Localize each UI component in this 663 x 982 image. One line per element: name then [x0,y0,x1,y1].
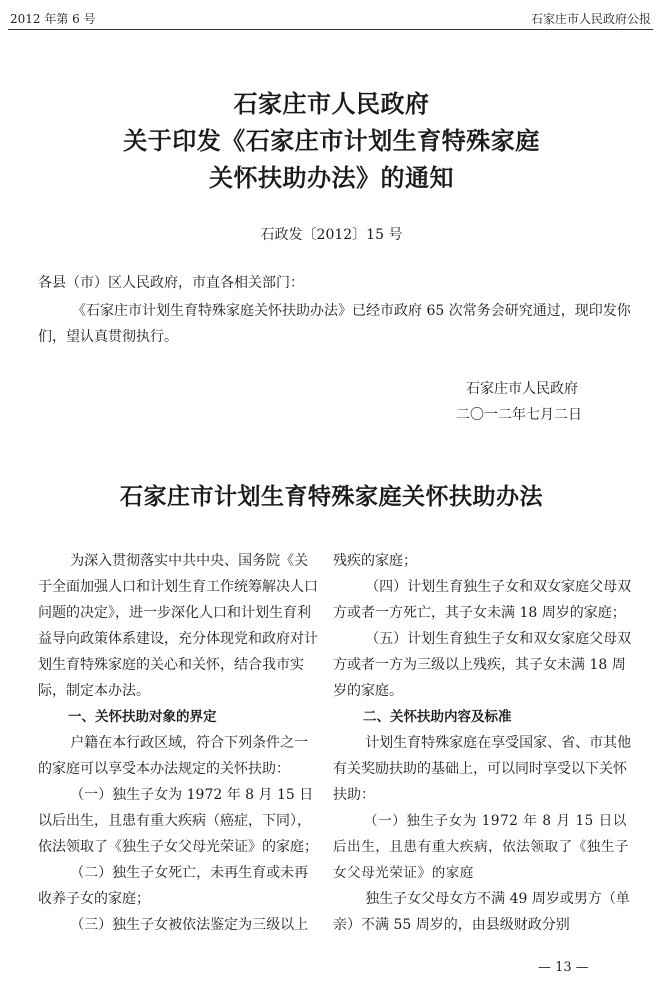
section-paragraph: 计划生育特殊家庭在享受国家、省、市其他有关奖励扶助的基础上，可以同时享受以下关怀扶助： [333,735,632,803]
notice-title [0,86,663,197]
notice-title-line: 关怀扶助办法》的通知 [209,164,454,192]
salutation: 各县（市）区人民政府，市直各相关部门： [38,275,304,291]
notice-title-line: 石家庄市人民政府 [233,90,430,118]
list-item: （一）独生子女为 1972 年 8 月 15 日以后出生，且患有重大疾病（癌症，下同），依法领取了《独生子女父母光荣证》的家庭； [38,787,318,855]
page-header [10,8,651,28]
section-heading: 一、关怀扶助对象的界定 [68,709,217,725]
list-item-continued: 残疾的家庭； [333,553,417,569]
section-paragraph: 独生子女父母女方不满 49 周岁或男方（单亲）不满 55 周岁的，由县级财政分别 [333,891,630,933]
right-column [333,548,637,938]
list-item: （二）独生子女死亡，未再生育或未再收养子女的家庭； [38,865,309,907]
measures-title: 石家庄市计划生育特殊家庭关怀扶助办法 [120,484,543,510]
signature-date: 二〇一二年七月二日 [456,407,582,423]
issue-label: 2012 年第 6 号 [10,12,96,26]
notice-body-text: 《石家庄市计划生育特殊家庭关怀扶助办法》已经市政府 65 次常务会研究通过，现印发你们，望认真贯彻执行。 [38,303,631,345]
list-item: （三）独生子女被依法鉴定为三级以上 [70,917,309,933]
publication-name: 石家庄市人民政府公报 [530,12,651,26]
intro-paragraph: 为深入贯彻落实中共中央、国务院《关于全面加强人口和计划生育工作统筹解决人口问题的决定》，进一步深化人口和计划生育利益导向政策体系建设，充分体现党和政府对计划生育特殊家庭的关心和关怀，结合我市实际，制定本办法。 [38,553,318,699]
list-item: （五）计划生育独生子女和双女家庭父母双方或者一方为三级以上残疾，其子女未满 18 周岁的家庭。 [333,631,632,699]
section-paragraph: 户籍在本行政区域，符合下列条件之一的家庭可以享受本办法规定的关怀扶助： [38,735,309,777]
header-divider [8,29,653,30]
page-number: — 13 — [538,960,589,975]
sub-heading: （一）独生子女为 1972 年 8 月 15 日以后出生，且患有重大疾病，依法领取了《独生子女父母光荣证》的家庭 [333,813,630,881]
signature-org: 石家庄市人民政府 [466,381,578,397]
notice-body [38,298,636,350]
left-column [38,548,320,938]
section-heading: 二、关怀扶助内容及标准 [363,709,512,725]
notice-title-line: 关于印发《石家庄市计划生育特殊家庭 [123,127,540,155]
list-item: （四）计划生育独生子女和双女家庭父母双方或者一方死亡，其子女未满 18 周岁的家庭； [333,579,632,621]
document-number: 石政发〔2012〕15 号 [260,227,403,243]
